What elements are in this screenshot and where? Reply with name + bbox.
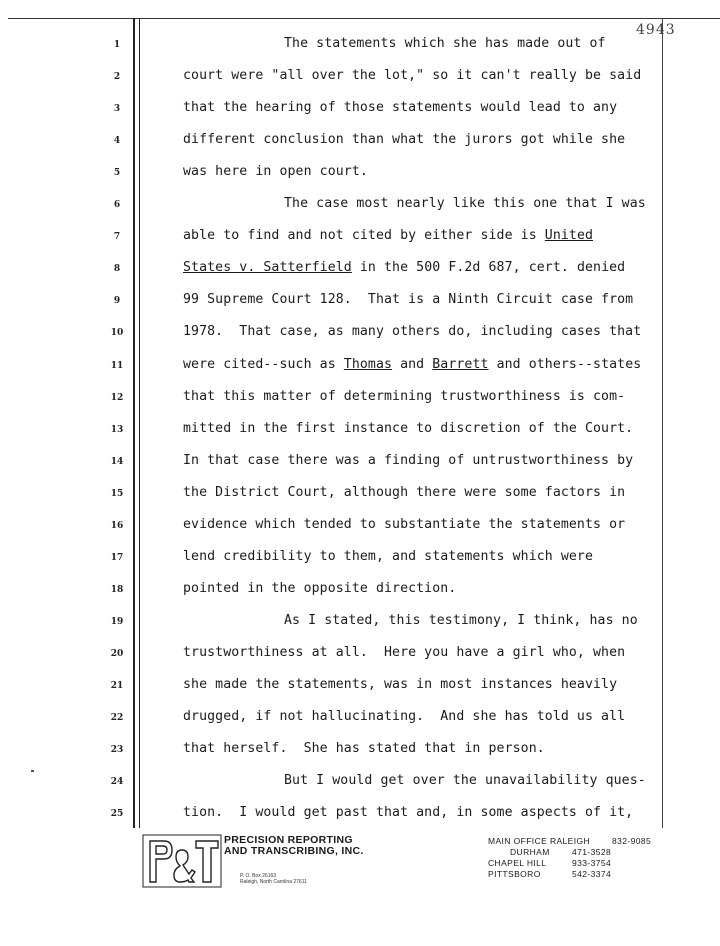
company-line-2: AND TRANSCRIBING, INC. bbox=[224, 845, 364, 857]
line-text: lend credibility to them, and statements which were bbox=[183, 548, 594, 564]
office-city: CHAPEL HILL bbox=[488, 858, 547, 868]
line-number: 16 bbox=[110, 520, 124, 531]
transcript-line bbox=[183, 421, 663, 436]
line-text: drugged, if not hallucinating. And she has told us all bbox=[183, 709, 626, 725]
line-number: 17 bbox=[110, 552, 124, 563]
line-text: that herself. She has stated that in person. bbox=[183, 741, 545, 757]
transcript-line bbox=[183, 677, 663, 692]
transcript-line bbox=[183, 389, 663, 404]
line-number: 8 bbox=[113, 264, 121, 275]
transcript-line bbox=[183, 324, 663, 339]
line-text: pointed in the opposite direction. bbox=[183, 580, 457, 596]
case-name-underlined: Barrett bbox=[432, 356, 489, 372]
transcript-line bbox=[284, 613, 720, 628]
line-number: 12 bbox=[110, 392, 124, 403]
stray-mark bbox=[31, 770, 34, 772]
case-name-underlined: Thomas bbox=[343, 356, 393, 372]
transcript-line bbox=[183, 228, 663, 243]
transcript-line bbox=[284, 196, 720, 211]
line-number: 2 bbox=[113, 72, 121, 83]
office-city: DURHAM bbox=[510, 847, 550, 857]
top-rule bbox=[8, 18, 720, 19]
line-text: 99 Supreme Court 128. That is a Ninth Circuit case from bbox=[183, 292, 634, 308]
transcript-line bbox=[183, 453, 663, 468]
line-number: 22 bbox=[110, 713, 124, 724]
transcript-line bbox=[183, 517, 663, 532]
line-text: that the hearing of those statements would lead to any bbox=[183, 100, 618, 116]
line-text: in the 500 F.2d 687, cert. denied bbox=[351, 260, 626, 276]
line-text: able to find and not cited by either side is bbox=[183, 228, 545, 244]
left-margin-rule-inner bbox=[139, 18, 140, 828]
line-number: 20 bbox=[110, 648, 124, 659]
office-phone: 933-3754 bbox=[572, 858, 612, 868]
line-number: 6 bbox=[113, 200, 121, 211]
company-line-1: PRECISION REPORTING bbox=[224, 834, 353, 846]
transcript-line bbox=[183, 485, 663, 500]
transcript-line bbox=[183, 805, 663, 820]
transcript-line bbox=[183, 260, 663, 275]
line-number: 18 bbox=[110, 584, 124, 595]
line-number: 7 bbox=[113, 232, 121, 243]
line-text: were cited--such as bbox=[183, 356, 344, 372]
office-city: PITTSBORO bbox=[488, 869, 541, 879]
transcript-line bbox=[183, 164, 663, 179]
office-city: MAIN OFFICE RALEIGH bbox=[488, 836, 591, 846]
transcript-line bbox=[183, 292, 663, 307]
transcript-line bbox=[284, 773, 720, 788]
line-number: 21 bbox=[110, 681, 124, 691]
line-number: 4 bbox=[113, 136, 121, 147]
line-text: trustworthiness at all. Here you have a girl who, when bbox=[183, 644, 626, 660]
line-number: 11 bbox=[110, 360, 124, 371]
line-text: she made the statements, was in most instances heavily bbox=[183, 677, 618, 692]
po-box-line-2: Raleigh, North Carolina 27611 bbox=[240, 879, 307, 885]
line-text: The case most nearly like this one that I was bbox=[284, 196, 646, 212]
line-text: and others--states bbox=[488, 356, 642, 372]
office-phone: 832-9085 bbox=[612, 836, 652, 846]
line-text: evidence which tended to substantiate the statements or bbox=[183, 516, 626, 532]
office-phone: 471-3528 bbox=[572, 847, 612, 857]
line-number: 3 bbox=[113, 104, 121, 115]
transcript-line bbox=[183, 741, 663, 756]
transcript-line bbox=[183, 645, 663, 660]
line-text: that this matter of determining trustworthiness is com- bbox=[183, 388, 626, 404]
line-number: 9 bbox=[113, 296, 121, 307]
line-number: 5 bbox=[113, 168, 121, 179]
page-stamp: 4943 bbox=[636, 22, 676, 38]
line-number: 23 bbox=[110, 745, 124, 756]
transcript-line bbox=[183, 549, 663, 564]
line-number: 25 bbox=[110, 809, 124, 820]
transcript-line bbox=[284, 36, 720, 51]
po-box bbox=[240, 873, 307, 885]
left-margin-rule bbox=[133, 18, 135, 828]
line-text: mitted in the first instance to discretion of the Court. bbox=[183, 420, 634, 436]
case-name-underlined: United bbox=[544, 228, 594, 244]
transcript-line bbox=[183, 581, 663, 596]
line-text: court were "all over the lot," so it can't really be said bbox=[183, 68, 642, 84]
po-box-line-1: P. O. Box 26163 bbox=[240, 873, 277, 879]
line-text: was here in open court. bbox=[183, 164, 368, 180]
line-number: 15 bbox=[110, 488, 124, 499]
line-text: The statements which she has made out of bbox=[284, 36, 606, 51]
line-text: As I stated, this testimony, I think, has no bbox=[284, 612, 638, 628]
line-number: 13 bbox=[110, 424, 124, 435]
line-text: the District Court, although there were some factors in bbox=[183, 484, 626, 500]
line-text: different conclusion than what the jurors got while she bbox=[183, 132, 626, 148]
transcript-line bbox=[183, 709, 663, 724]
line-text: tion. I would get past that and, in some aspects of it, bbox=[183, 805, 634, 821]
transcript-line bbox=[183, 68, 663, 83]
company-name bbox=[224, 835, 364, 857]
line-number: 24 bbox=[110, 777, 124, 788]
case-name-underlined: States v. Satterfield bbox=[183, 260, 352, 276]
line-text: 1978. That case, as many others do, including cases that bbox=[183, 324, 642, 340]
line-text: and bbox=[392, 356, 433, 372]
line-number: 14 bbox=[110, 456, 124, 467]
line-number: 10 bbox=[110, 328, 124, 339]
svg-text:P&T: P&T bbox=[182, 888, 184, 889]
office-phone: 542-3374 bbox=[572, 869, 612, 879]
line-text: In that case there was a finding of untrustworthiness by bbox=[183, 452, 634, 468]
line-text: But I would get over the unavailability ques- bbox=[284, 773, 646, 789]
line-number: 1 bbox=[113, 40, 121, 50]
transcript-line bbox=[183, 357, 663, 372]
transcript-line bbox=[183, 100, 663, 115]
transcript-line bbox=[183, 132, 663, 147]
line-number: 19 bbox=[110, 616, 124, 627]
pt-logo bbox=[142, 832, 222, 890]
